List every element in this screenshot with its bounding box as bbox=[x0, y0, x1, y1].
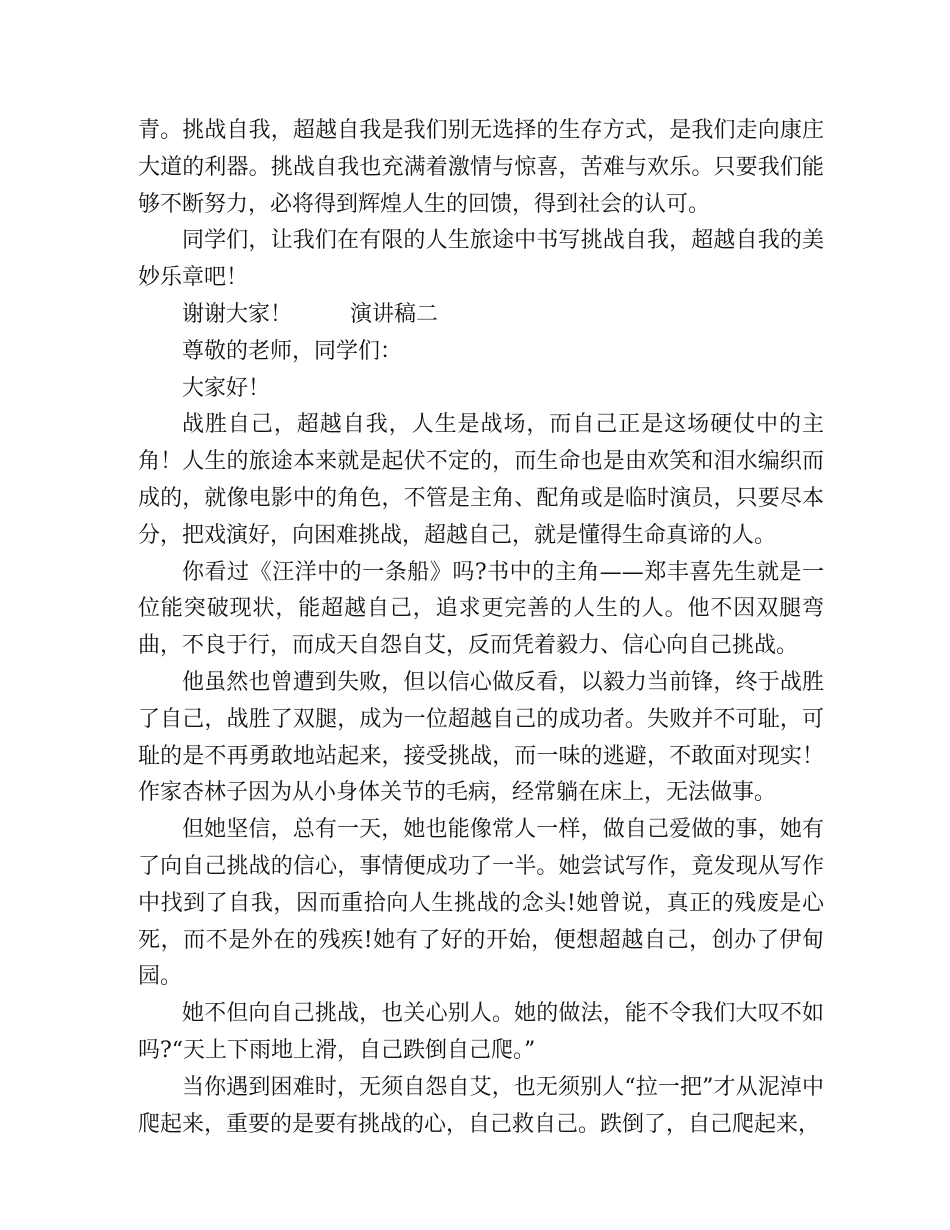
paragraph-6: 战胜自己，超越自我，人生是战场，而自己正是这场硬仗中的主角！人生的旅途本来就是起伏不定的，而生命也是由欢笑和泪水编织而成的，就像电影中的角色，不管是主角、配角或是临时演员，只要尽本分，把戏演好，向困难挑战，超越自己，就是懂得生命真谛的人。 bbox=[138, 412, 824, 548]
paragraph-11: 当你遇到困难时，无须自怨自艾，也无须别人“拉一把”才从泥淖中爬起来，重要的是要有挑战的心，自己救自己。跌倒了，自己爬起来， bbox=[138, 1074, 824, 1137]
paragraph-1: 青。挑战自我，超越自我是我们别无选择的生存方式，是我们走向康庄大道的利器。挑战自我也充满着激情与惊喜，苦难与欢乐。只要我们能够不断努力，必将得到辉煌人生的回馈，得到社会的认可。 bbox=[138, 118, 824, 217]
paragraph-9: 但她坚信，总有一天，她也能像常人一样，做自己爱做的事，她有了向自己挑战的信心，事情便成功了一半。她尝试写作，竟发现从写作中找到了自我，因而重拾向人生挑战的念头!她曾说，真正的残废是心死，而不是外在的残疾!她有了好的开始，便想超越自己，创办了伊甸园。 bbox=[138, 817, 824, 990]
greeting: 大家好！ bbox=[182, 375, 271, 401]
closing-line bbox=[138, 297, 824, 334]
paragraph-10: 她不但向自己挑战，也关心别人。她的做法，能不令我们大叹不如吗?“天上下雨地上滑，自己跌倒自己爬。” bbox=[138, 1001, 824, 1063]
thanks-text: 谢谢大家！ bbox=[182, 301, 293, 327]
document-body bbox=[138, 113, 824, 1143]
salutation: 尊敬的老师，同学们： bbox=[182, 338, 403, 364]
paragraph-2: 同学们，让我们在有限的人生旅途中书写挑战自我，超越自我的美妙乐章吧！ bbox=[138, 228, 824, 291]
paragraph-8: 他虽然也曾遭到失败，但以信心做反看，以毅力当前锋，终于战胜了自己，战胜了双腿，成为一位超越自己的成功者。失败并不可耻，可耻的是不再勇敢地站起来，接受挑战，而一味的逃避，不敢面对现实！作家杏林子因为从小身体关节的毛病，经常躺在床上，无法做事。 bbox=[138, 669, 824, 806]
paragraph-7: 你看过《汪洋中的一条船》吗?书中的主角——郑丰喜先生就是一位能突破现状，能超越自己，追求更完善的人生的人。他不因双腿弯曲，不良于行，而成天自怨自艾，反而凭着毅力、信心向自己挑战。 bbox=[138, 559, 824, 659]
section-title: 演讲稿二 bbox=[350, 301, 439, 327]
